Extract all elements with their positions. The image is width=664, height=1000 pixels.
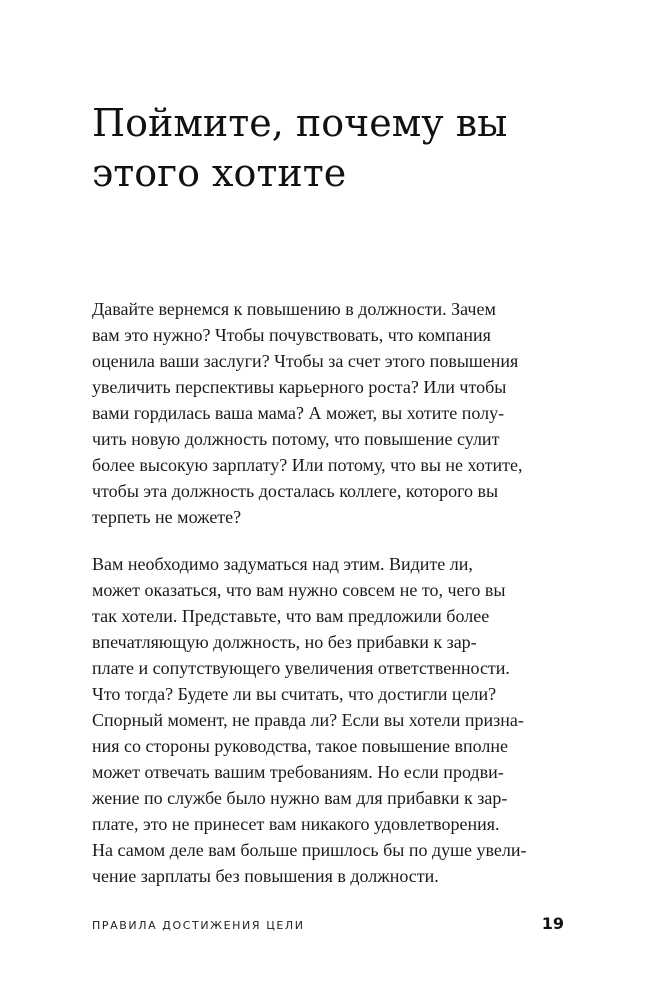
text-line: Давайте вернемся к повышению в должности. Зачем — [92, 299, 496, 319]
running-footer-title: ПРАВИЛА ДОСТИЖЕНИЯ ЦЕЛИ — [92, 919, 305, 932]
text-line: впечатляющую должность, но без прибавки к зар- — [92, 632, 477, 652]
chapter-title-line: этого хотите — [92, 151, 347, 195]
text-line: может оказаться, что вам нужно совсем не то, чего вы — [92, 580, 506, 600]
page-number: 19 — [541, 914, 564, 933]
text-line: терпеть не можете? — [92, 507, 242, 527]
text-line: чтобы эта должность досталась коллеге, которого вы — [92, 481, 499, 501]
text-line: Вам необходимо задуматься над этим. Видите ли, — [92, 554, 473, 574]
body-paragraph-1 — [92, 296, 572, 530]
text-line: Что тогда? Будете ли вы считать, что достигли цели? — [92, 684, 497, 704]
text-line: может отвечать вашим требованиям. Но если продви- — [92, 762, 504, 782]
text-line: вам это нужно? Чтобы почувствовать, что компания — [92, 325, 491, 345]
body-paragraph-2 — [92, 551, 572, 889]
text-line: чение зарплаты без повышения в должности. — [92, 866, 439, 886]
text-line: вами гордилась ваша мама? А может, вы хотите полу- — [92, 403, 505, 423]
text-line: так хотели. Представьте, что вам предложили более — [92, 606, 490, 626]
chapter-title — [92, 98, 612, 198]
text-line: ния со стороны руководства, такое повышение вполне — [92, 736, 509, 756]
text-line: увеличить перспективы карьерного роста? Или чтобы — [92, 377, 507, 397]
text-line: На самом деле вам больше пришлось бы по душе увели- — [92, 840, 527, 860]
text-line: плате, это не принесет вам никакого удовлетворения. — [92, 814, 500, 834]
text-line: жение по службе было нужно вам для прибавки к зар- — [92, 788, 508, 808]
chapter-title-line: Поймите, почему вы — [92, 101, 508, 145]
text-line: плате и сопутствующего увеличения ответственности. — [92, 658, 510, 678]
text-line: более высокую зарплату? Или потому, что вы не хотите, — [92, 455, 523, 475]
text-line: оценила ваши заслуги? Чтобы за счет этого повышения — [92, 351, 519, 371]
text-line: Спорный момент, не правда ли? Если вы хотели призна- — [92, 710, 524, 730]
text-line: чить новую должность потому, что повышение сулит — [92, 429, 500, 449]
